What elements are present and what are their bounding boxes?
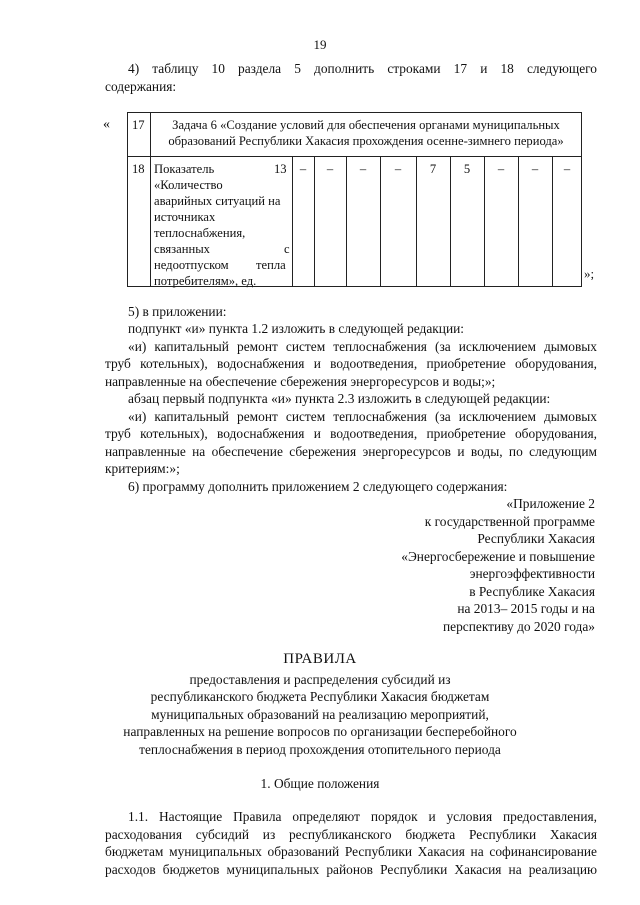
rules-subtitle-line: предоставления и распределения субсидий из <box>189 672 451 687</box>
rules-para-line: бюджетам муниципальных образований Республики Хакасия на софинансирование <box>105 844 597 859</box>
body-line: абзац первый подпункта «и» пункта 2.3 изложить в следующей редакции: <box>128 391 551 406</box>
rules-subtitle-line: направленных на решение вопросов по организации бесперебойного <box>123 724 517 739</box>
row18-indicator-line5: теплоснабжения, <box>154 226 246 240</box>
body-line: 5) в приложении: <box>128 304 227 319</box>
appendix-line: энергоэффективности <box>469 566 595 581</box>
body-line: 6) программу дополнить приложением 2 следующего содержания: <box>128 479 508 494</box>
row18-value: – <box>531 162 539 176</box>
intro-line-1: 4) таблицу 10 раздела 5 дополнить строками 17 и 18 следующего <box>128 61 597 76</box>
row18-value: – <box>326 162 334 176</box>
row18-indicator-line7: недоотпуском <box>154 258 229 272</box>
row17-task-line1: Задача 6 «Создание условий для обеспечения органами муниципальных <box>172 118 560 132</box>
appendix-line: к государственной программе <box>424 514 595 529</box>
row18-indicator-line3: аварийных ситуаций на <box>154 194 281 208</box>
appendix-line: «Энергосбережение и повышение <box>401 549 595 564</box>
appendix-line: на 2013– 2015 годы и на <box>457 601 595 616</box>
body-line: труб котельных), водоснабжения и водоотведения, приобретение оборудования, <box>105 426 597 441</box>
row18-value: – <box>394 162 402 176</box>
rules-subtitle-line: теплоснабжения в период прохождения отопительного периода <box>139 742 501 757</box>
appendix-line: перспективу до 2020 года» <box>442 619 595 634</box>
body-line: критериям:»; <box>105 461 180 476</box>
row18-number: 18 <box>132 162 145 176</box>
row18-indicator-line4: источниках <box>154 210 216 224</box>
row18-value: – <box>563 162 571 176</box>
row18-indicator-13: 13 <box>274 162 287 176</box>
rules-title: ПРАВИЛА <box>283 651 357 667</box>
table-quote-close: »; <box>584 266 595 281</box>
intro-line-2: содержания: <box>105 79 177 94</box>
rules-subtitle-line: республиканского бюджета Республики Хакасия бюджетам <box>150 689 490 704</box>
appendix-line: «Приложение 2 <box>506 496 595 511</box>
row18-indicator-c: с <box>284 242 290 256</box>
body-line: «и) капитальный ремонт систем теплоснабжения (за исключением дымовых <box>128 339 597 354</box>
body-line: труб котельных), водоснабжения и водоотведения, приобретение оборудования, <box>105 356 597 371</box>
rules-para-line: 1.1. Настоящие Правила определяют порядок и условия предоставления, <box>128 809 597 824</box>
row18-indicator-line6: связанных <box>154 242 210 256</box>
appendix-line: в Республике Хакасия <box>469 584 595 599</box>
row17-task-line2: образований Республики Хакасия прохождения осенне-зимнего периода» <box>168 134 564 148</box>
appendix-line: Республики Хакасия <box>477 531 595 546</box>
row18-value: – <box>299 162 307 176</box>
row18-indicator-line2: «Количество <box>154 178 223 192</box>
row18-value: 7 <box>429 162 437 176</box>
row17-number: 17 <box>132 118 145 132</box>
page-number: 19 <box>313 37 327 52</box>
row18-value: – <box>359 162 367 176</box>
rules-para-line: расходования субсидий из республиканского бюджета Республики Хакасия <box>105 827 597 842</box>
rules-para-line: расходов бюджетов муниципальных районов Республики Хакасия на реализацию <box>105 862 597 877</box>
row18-indicator-line1: Показатель <box>154 162 215 176</box>
row18-value: 5 <box>463 162 471 176</box>
row18-indicator-line8: потребителям», ед. <box>154 274 257 288</box>
body-line: «и) капитальный ремонт систем теплоснабжения (за исключением дымовых <box>128 409 597 424</box>
body-line: направленные на обеспечение сбережения энергоресурсов и воды, по следующим <box>105 444 597 459</box>
rules-subtitle-line: муниципальных образований на реализацию мероприятий, <box>151 707 489 722</box>
body-line: подпункт «и» пункта 1.2 изложить в следующей редакции: <box>128 321 465 336</box>
indicators-table <box>127 112 582 287</box>
body-line: направленные на обеспечение сбережения энергоресурсов и воды;»; <box>105 374 496 389</box>
row18-value: – <box>497 162 505 176</box>
row18-indicator-tepla: тепла <box>256 258 286 272</box>
table-quote-open: « <box>103 117 110 132</box>
section-heading: 1. Общие положения <box>260 776 380 791</box>
